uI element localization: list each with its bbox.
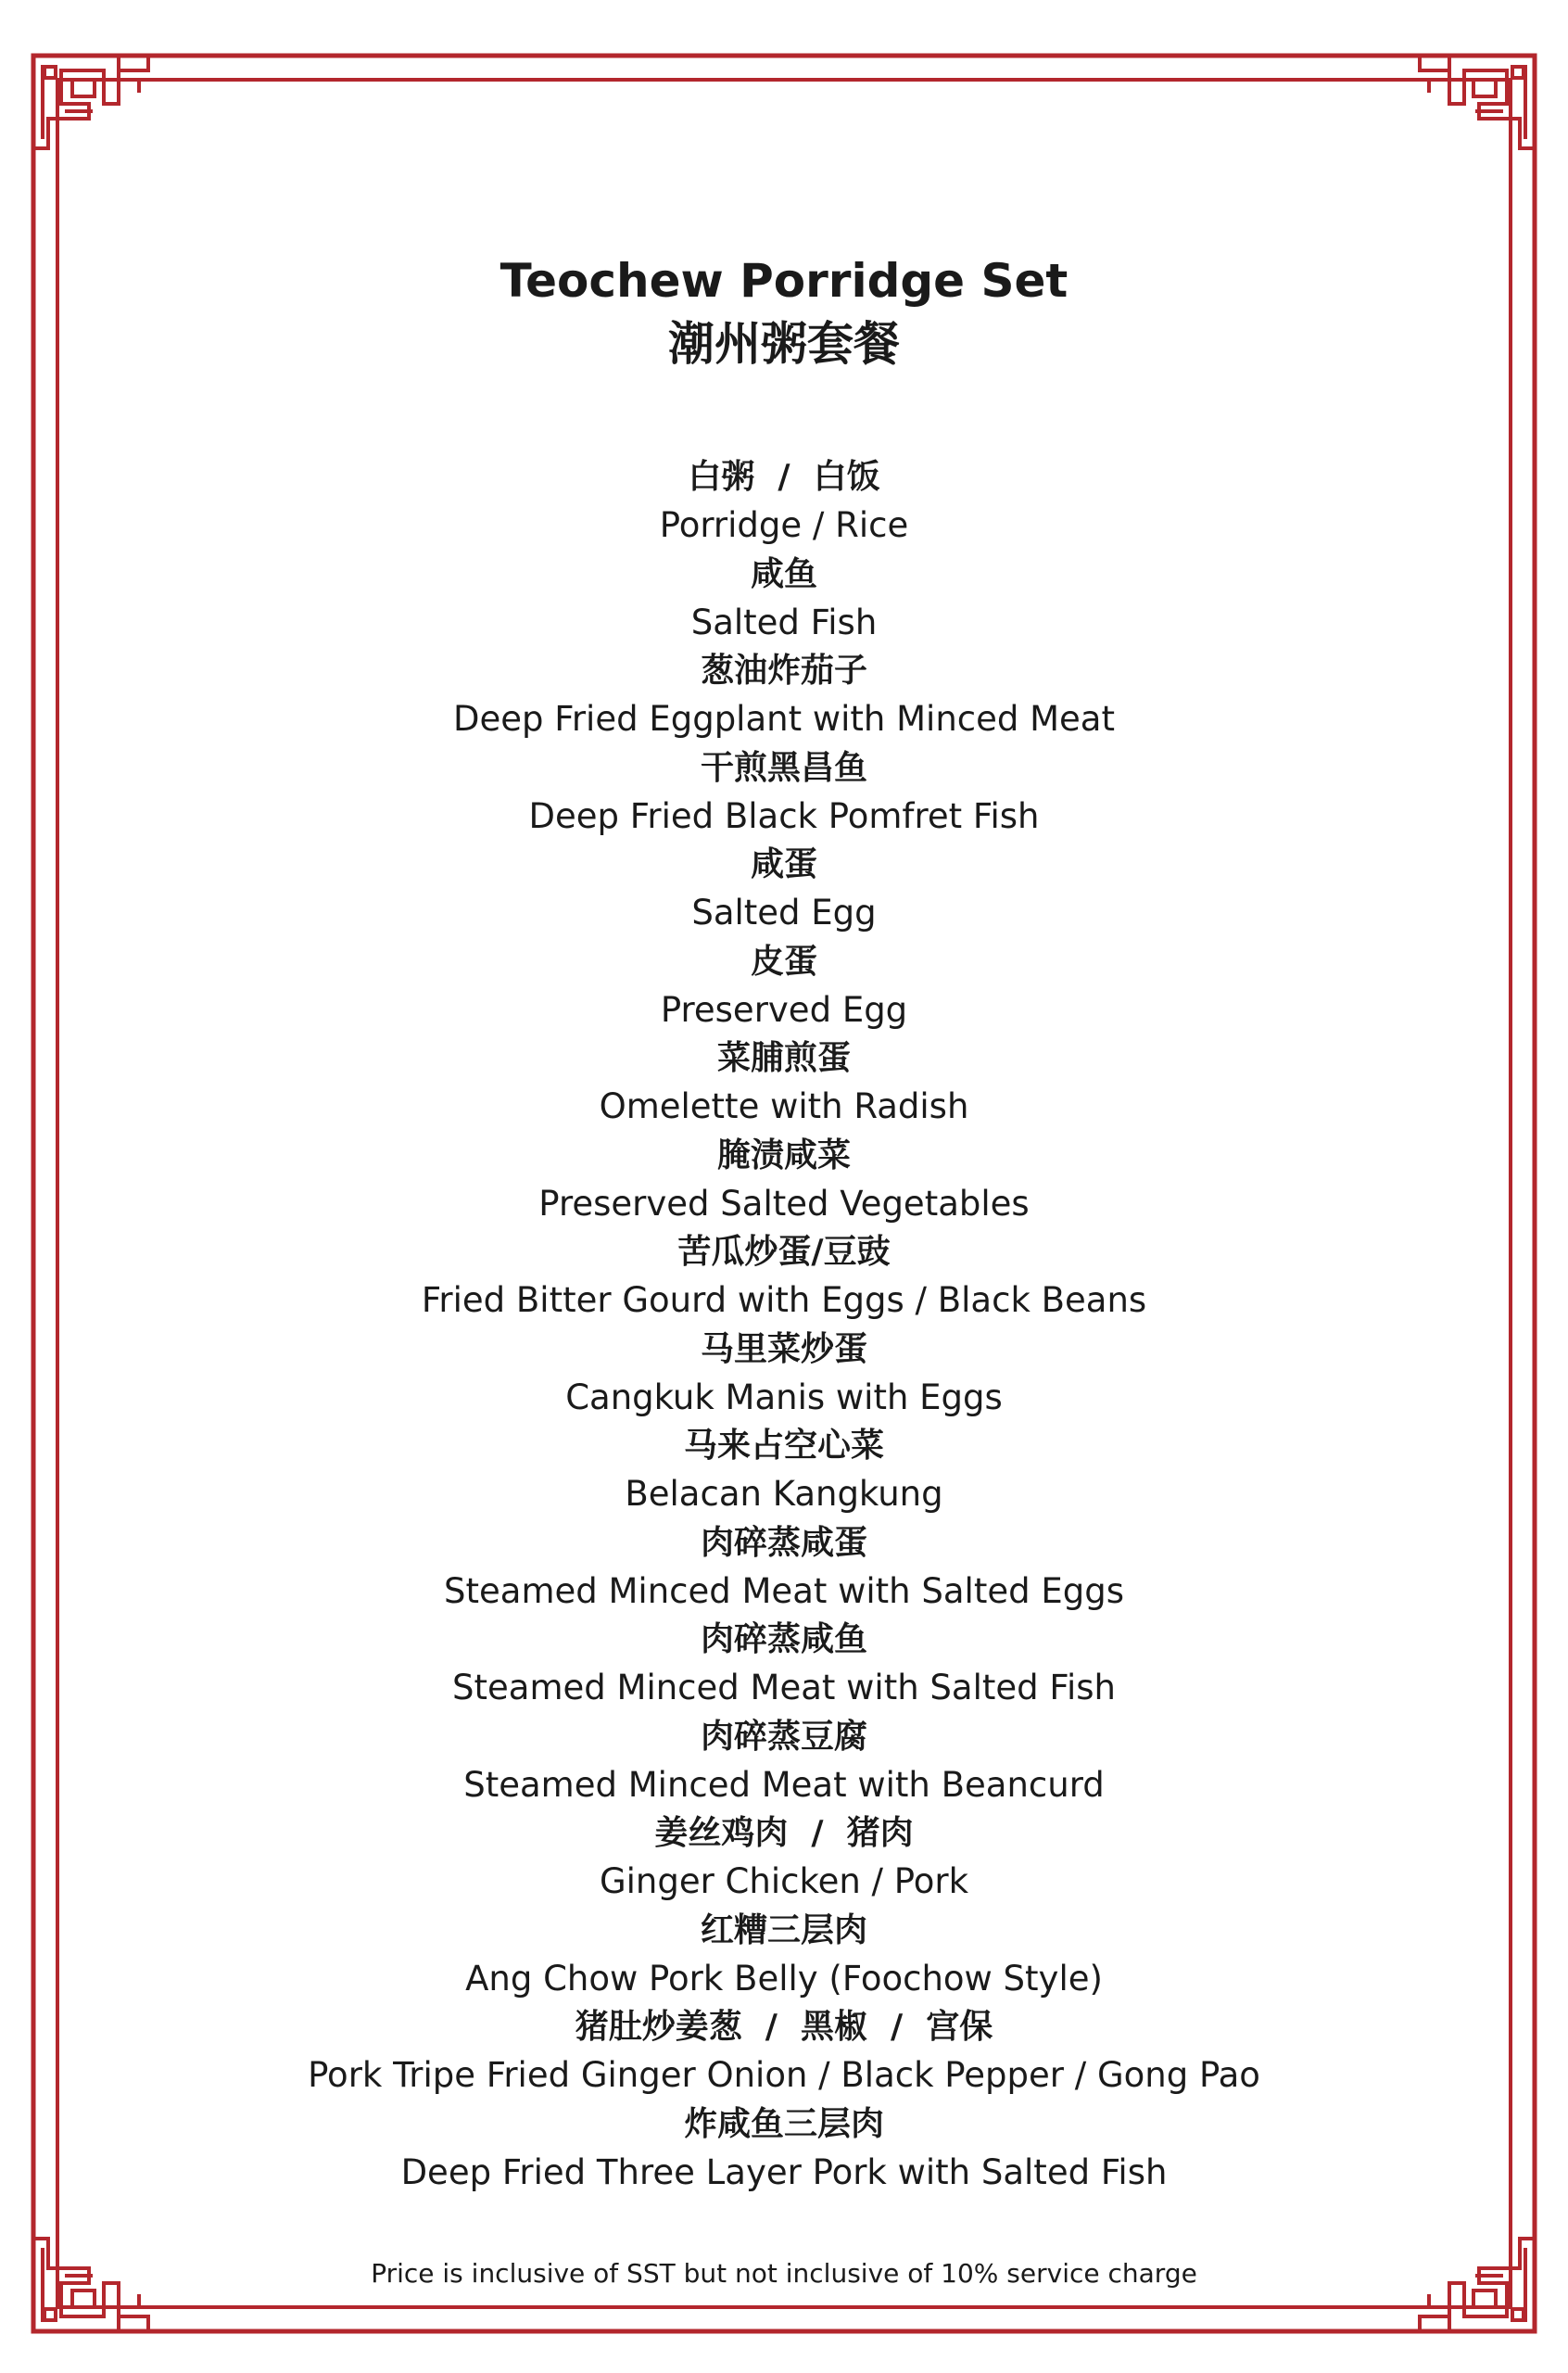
menu-list [111, 453, 1457, 2197]
menu-item-english: Deep Fried Eggplant with Minced Meat [452, 699, 1115, 739]
menu-item [111, 551, 1457, 648]
menu-item-english: Fried Bitter Gourd with Eggs / Black Beans [421, 1280, 1147, 1320]
menu-item-english: Steamed Minced Meat with Beancurd [463, 1764, 1105, 1805]
menu-item [111, 1809, 1457, 1907]
page-title-english: Teochew Porridge Set [499, 254, 1069, 308]
menu-item-english: Deep Fried Three Layer Pork with Salted Fish [400, 2151, 1168, 2192]
menu-item [111, 1713, 1457, 1810]
menu-item-english: Ang Chow Pork Belly (Foochow Style) [465, 1958, 1103, 1999]
menu-item-english: Pork Tripe Fried Ginger Onion / Black Pepper / Gong Pao [308, 2055, 1260, 2095]
menu-item [111, 1132, 1457, 1229]
menu-item-english: Salted Egg [691, 893, 877, 933]
menu-item [111, 1034, 1457, 1132]
menu-item-chinese: 炸咸鱼三层肉 [683, 2104, 884, 2143]
menu-item [111, 1616, 1457, 1713]
menu-item-chinese: 猪肚炒姜葱 / 黑椒 / 宫保 [575, 2008, 993, 2046]
menu-item-chinese: 肉碎蒸咸鱼 [700, 1620, 867, 1658]
menu-content [111, 250, 1457, 2197]
menu-item-chinese: 葱油炸茄子 [700, 652, 867, 690]
menu-item-chinese: 红糟三层肉 [700, 1910, 867, 1949]
menu-item-english: Preserved Salted Vegetables [538, 1183, 1030, 1224]
menu-item-chinese: 皮蛋 [750, 942, 817, 981]
menu-item-chinese: 肉碎蒸豆腐 [700, 1717, 867, 1756]
menu-item [111, 2003, 1457, 2100]
menu-item [111, 1228, 1457, 1326]
menu-item-chinese: 姜丝鸡肉 / 猪肉 [654, 1814, 914, 1852]
menu-item-chinese: 苦瓜炒蛋/豆豉 [677, 1233, 891, 1271]
menu-item-chinese: 腌渍咸菜 [716, 1136, 851, 1174]
menu-item [111, 1422, 1457, 1519]
menu-item-chinese: 咸蛋 [750, 845, 817, 883]
menu-item-chinese: 干煎黑昌鱼 [700, 748, 867, 787]
price-footnote: Price is inclusive of SST but not inclusive of 10% service charge [371, 2258, 1197, 2289]
menu-item-english: Cangkuk Manis with Eggs [565, 1377, 1003, 1417]
menu-item [111, 1907, 1457, 2004]
menu-item [111, 744, 1457, 842]
menu-item-chinese: 白粥 / 白饭 [688, 458, 880, 496]
menu-item-chinese: 马里菜炒蛋 [700, 1329, 867, 1368]
menu-item-chinese: 马来占空心菜 [683, 1427, 884, 1465]
menu-item-english: Porridge / Rice [659, 505, 909, 545]
menu-item-english: Belacan Kangkung [625, 1474, 943, 1514]
menu-item-chinese: 菜脯煎蛋 [716, 1039, 851, 1077]
menu-item [111, 938, 1457, 1035]
menu-item-english: Ginger Chicken / Pork [599, 1861, 969, 1901]
menu-item-chinese: 咸鱼 [750, 554, 817, 593]
page-title-chinese: 潮州粥套餐 [668, 317, 900, 371]
menu-item-chinese: 肉碎蒸咸蛋 [700, 1523, 867, 1562]
menu-item [111, 1326, 1457, 1423]
menu-item-english: Preserved Egg [660, 989, 908, 1030]
menu-item-english: Steamed Minced Meat with Salted Fish [452, 1668, 1116, 1707]
menu-item [111, 841, 1457, 938]
menu-item [111, 647, 1457, 744]
menu-item [111, 2100, 1457, 2198]
menu-item-english: Salted Fish [690, 602, 878, 642]
menu-item-english: Omelette with Radish [599, 1086, 969, 1126]
menu-item-english: Steamed Minced Meat with Salted Eggs [444, 1570, 1124, 1611]
menu-item [111, 453, 1457, 551]
menu-item-english: Deep Fried Black Pomfret Fish [528, 795, 1040, 836]
menu-item [111, 1519, 1457, 1617]
